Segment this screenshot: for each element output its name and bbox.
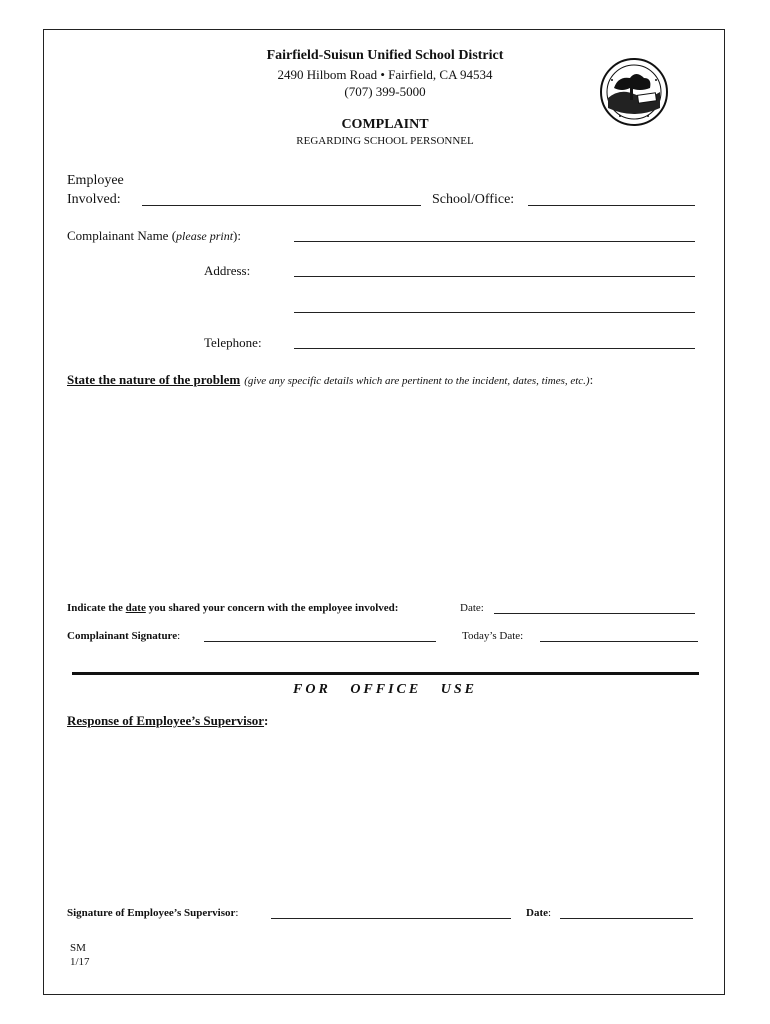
problem-heading-row: State the nature of the problem (give any specific details which are pertinent to the incident, dates, times, etc.): <box>67 372 594 387</box>
employee-label-line2: Involved: <box>67 192 121 207</box>
complainant-signature-label: Complainant Signature: <box>67 630 181 642</box>
address-field-line1[interactable] <box>294 276 695 277</box>
complainant-name-label: Complainant Name (please print): <box>67 228 241 243</box>
concern-date-field[interactable] <box>494 613 695 614</box>
todays-date-label: Today’s Date: <box>462 630 524 642</box>
address-field-line2[interactable] <box>294 312 695 313</box>
form-code: SM <box>70 942 86 954</box>
supervisor-signature-label: Signature of Employee’s Supervisor: <box>67 907 239 919</box>
address-label: Address: <box>204 263 251 278</box>
complainant-name-field[interactable] <box>294 241 695 242</box>
district-name: Fairfield-Suisun Unified School District <box>266 48 504 63</box>
telephone-field[interactable] <box>294 348 695 349</box>
concern-date-label: Indicate the date you shared your concern with the employee involved: <box>67 602 399 614</box>
supervisor-response-area[interactable] <box>67 735 697 895</box>
problem-hint: (give any specific details which are pertinent to the incident, dates, times, etc.) <box>244 375 590 387</box>
supervisor-date-label: Date: <box>526 907 552 919</box>
supervisor-date-field[interactable] <box>560 918 693 919</box>
school-office-label: School/Office: <box>432 192 515 207</box>
district-phone: (707) 399-5000 <box>344 84 426 99</box>
form-revision: 1/17 <box>70 956 90 968</box>
problem-description-area[interactable] <box>67 392 697 592</box>
problem-heading: State the nature of the problem <box>67 372 241 387</box>
supervisor-response-label: Response of Employee’s Supervisor: <box>67 713 269 728</box>
todays-date-field[interactable] <box>540 641 698 642</box>
concern-date-prefix: Date: <box>460 602 484 614</box>
office-use-heading: FOR OFFICE USE <box>293 682 477 697</box>
employee-involved-field[interactable] <box>142 205 421 206</box>
employee-label-line1: Employee <box>67 173 124 188</box>
telephone-label: Telephone: <box>204 335 262 350</box>
form-title: COMPLAINT <box>341 117 429 132</box>
form-subtitle: REGARDING SCHOOL PERSONNEL <box>296 135 474 147</box>
complainant-signature-field[interactable] <box>204 641 436 642</box>
district-address: 2490 Hilbom Road • Fairfield, CA 94534 <box>277 67 493 82</box>
office-use-divider <box>72 672 699 675</box>
school-office-field[interactable] <box>528 205 695 206</box>
supervisor-signature-field[interactable] <box>271 918 511 919</box>
